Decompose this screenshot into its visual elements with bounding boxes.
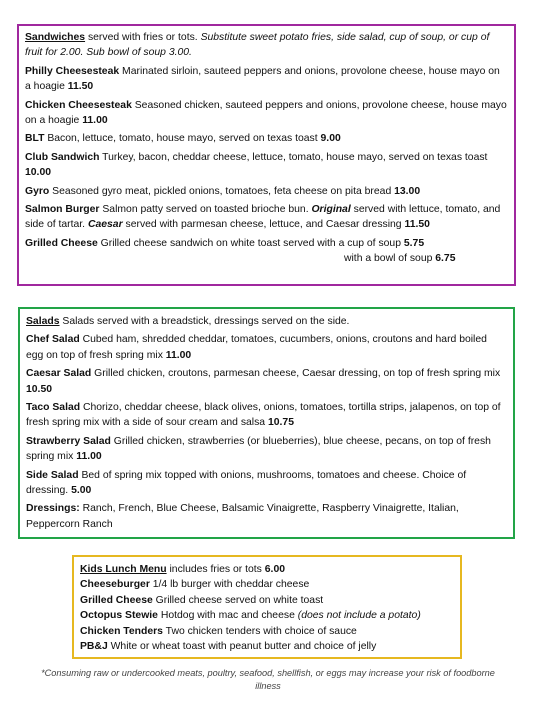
item-name: Chicken Tenders xyxy=(80,625,163,637)
menu-item: Gyro Seasoned gyro meat, pickled onions, tomatoes, feta cheese on pita bread 13.00 xyxy=(25,185,421,197)
bowl-of-soup-option: with a bowl of soup 6.75 xyxy=(344,253,456,265)
menu-item: Chef Salad Cubed ham, shredded cheddar, tomatoes, cucumbers, onions, croutons and hard boiled egg on top of fresh spring mix 11.00 xyxy=(26,334,487,361)
menu-item-salmon-burger: Salmon Burger Salmon patty served on toasted brioche bun. Original served with lettuce, tomato, and side of tartar. Caesar served with parmesan cheese, lettuce, and Caesar dressing 11.50 xyxy=(25,203,501,231)
sandwiches-intro: Sandwiches served with fries or tots. Substitute sweet potato fries, side salad, cup of soup, or cup of fruit for 2.00. Sub bowl of soup 3.00. xyxy=(25,32,490,59)
dressings-list: Dressings: Ranch, French, Blue Cheese, Balsamic Vinaigrette, Raspberry Vinaigrette, Italian, Peppercorn Ranch xyxy=(26,503,459,530)
food-safety-disclaimer: *Consuming raw or undercooked meats, poultry, seafood, shellfish, or eggs may increase your risk of foodborne illness xyxy=(41,668,495,691)
menu-item: Club Sandwich Turkey, bacon, cheddar cheese, lettuce, tomato, house mayo, served on texas toast 10.00 xyxy=(25,151,488,179)
item-name: Club Sandwich xyxy=(25,151,100,163)
menu-item: Grilled Cheese Grilled cheese served on white toast xyxy=(80,594,324,606)
item-name: Chicken Cheesesteak xyxy=(25,99,132,111)
item-price: 10.00 xyxy=(25,167,52,179)
item-name: Grilled Cheese xyxy=(25,237,98,249)
item-price: 9.00 xyxy=(320,133,341,145)
item-price: 11.50 xyxy=(404,219,430,231)
item-price: 5.00 xyxy=(71,484,92,496)
salads-heading: Salads xyxy=(26,316,60,327)
item-price: 13.00 xyxy=(394,185,421,197)
item-price: 11.00 xyxy=(165,349,192,361)
item-name: Cheeseburger xyxy=(80,579,150,591)
item-name: PB&J xyxy=(80,640,108,652)
item-name: Strawberry Salad xyxy=(26,435,111,447)
menu-item: Caesar Salad Grilled chicken, croutons, parmesan cheese, Caesar dressing, on top of fresh spring mix 10.50 xyxy=(26,368,501,395)
kids-menu-section xyxy=(72,555,462,659)
item-name: Grilled Cheese xyxy=(80,594,153,606)
menu-item: Chicken Cheesesteak Seasoned chicken, sauteed peppers and onions, provolone cheese, house mayo on a hoagie 11.00 xyxy=(25,99,507,126)
menu-item: Side Salad Bed of spring mix topped with onions, mushrooms, tomatoes and cheese. Choice of dressing. 5.00 xyxy=(26,469,467,496)
sandwiches-heading: Sandwiches xyxy=(25,32,86,43)
menu-item: Chicken Tenders Two chicken tenders with choice of sauce xyxy=(80,625,357,637)
item-name: Dressings: xyxy=(26,503,80,515)
item-name: Caesar Salad xyxy=(26,368,92,380)
kids-intro: Kids Lunch Menu includes fries or tots 6.00 xyxy=(80,564,286,575)
menu-item: Strawberry Salad Grilled chicken, strawberries (or blueberries), blue cheese, pecans, on top of fresh spring mix 11.00 xyxy=(26,435,491,463)
menu-item: Cheeseburger 1/4 lb burger with cheddar cheese xyxy=(80,579,310,591)
menu-item: PB&J White or wheat toast with peanut butter and choice of jelly xyxy=(80,640,377,652)
item-price: 10.50 xyxy=(26,383,53,395)
item-price: 11.00 xyxy=(76,451,102,463)
salads-intro: Salads Salads served with a breadstick, dressings served on the side. xyxy=(26,316,350,327)
item-price: 6.00 xyxy=(264,564,286,575)
menu-item: Philly Cheesesteak Marinated sirloin, sauteed peppers and onions, provolone cheese, house mayo on a hoagie 11.50 xyxy=(25,65,500,93)
item-price: 10.75 xyxy=(267,417,294,429)
salads-section xyxy=(18,307,515,539)
item-name: Salmon Burger xyxy=(25,203,100,215)
item-name: Side Salad xyxy=(26,469,79,481)
menu-item: Taco Salad Chorizo, cheddar cheese, black olives, onions, tomatoes, tortilla strips, jalapenos, on top of fresh spring mix with a side of sour cream and salsa 10.75 xyxy=(26,401,501,429)
item-price: 6.75 xyxy=(435,253,456,265)
menu-item: BLT Bacon, lettuce, tomato, house mayo, served on texas toast 9.00 xyxy=(25,133,341,145)
menu-item-grilled-cheese: Grilled Cheese Grilled cheese sandwich on white toast served with a cup of soup 5.75 xyxy=(25,237,425,249)
item-name: Taco Salad xyxy=(26,401,81,413)
item-price: 5.75 xyxy=(403,237,425,249)
item-price: 11.50 xyxy=(67,81,94,93)
item-name: Octopus Stewie xyxy=(80,610,158,622)
sandwiches-section xyxy=(17,24,516,286)
item-price: 11.00 xyxy=(82,114,108,126)
menu-item-octopus-stewie: Octopus Stewie Hotdog with mac and cheese (does not include a potato) xyxy=(80,610,421,622)
kids-heading: Kids Lunch Menu xyxy=(80,564,167,575)
item-name: BLT xyxy=(25,133,45,145)
item-name: Philly Cheesesteak xyxy=(25,65,120,77)
item-name: Gyro xyxy=(25,185,50,197)
item-name: Chef Salad xyxy=(26,334,80,346)
